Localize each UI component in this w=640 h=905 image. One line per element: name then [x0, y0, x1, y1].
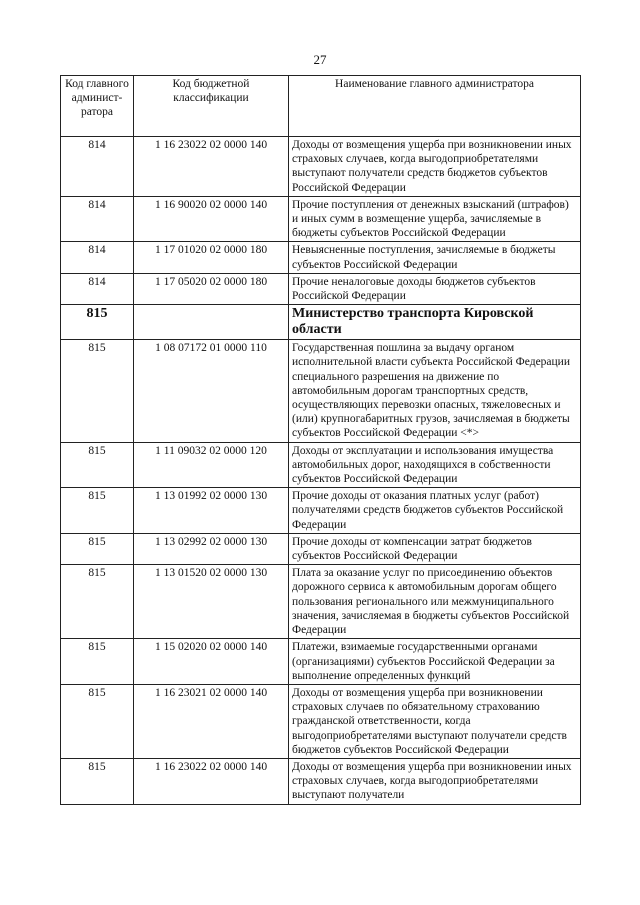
budget-code-cell: 1 08 07172 01 0000 110 — [134, 340, 289, 442]
revenue-name-cell: Плата за оказание услуг по присоединению объектов дорожного сервиса к автомобильным дорогам общего пользования регионального или межмуниципального значения, зачисляемая в бюджеты субъектов Российской Федерации — [289, 565, 581, 639]
admin-code-cell: 814 — [61, 273, 134, 304]
revenue-name-cell: Платежи, взимаемые государственными органами (организациями) субъектов Российской Федерации за выполнение определенных функций — [289, 639, 581, 685]
revenue-name-cell: Государственная пошлина за выдачу органом исполнительной власти субъекта Российской Федерации специального разрешения на движение по автомобильным дорогам транспортных средств, осуществляющих перевозки опасных, тяжеловесных и (или) крупногабаритных грузов, зачисляемая в бюджеты субъектов Российской Федерации <*> — [289, 340, 581, 442]
admin-code-cell: 815 — [61, 442, 134, 488]
budget-code-cell: 1 13 02992 02 0000 130 — [134, 533, 289, 564]
page-number: 27 — [313, 52, 327, 67]
budget-code-cell: 1 17 05020 02 0000 180 — [134, 273, 289, 304]
column-header-kbk: Код бюджетной классификации — [134, 76, 289, 137]
table-row — [61, 137, 581, 197]
budget-code-cell: 1 13 01992 02 0000 130 — [134, 488, 289, 534]
revenue-name-cell: Доходы от возмещения ущерба при возникновении страховых случаев по обязательному страхованию гражданской ответственности, когда выгодоприобретателями выступают получатели средств бюджетов субъектов Российской Федерации — [289, 684, 581, 758]
table-row — [61, 533, 581, 564]
administrator-heading-row — [61, 305, 581, 340]
budget-code-cell: 1 16 23022 02 0000 140 — [134, 758, 289, 804]
admin-code-cell: 815 — [61, 565, 134, 639]
column-header-code: Код главного админист-ратора — [61, 76, 134, 137]
budget-code-cell: 1 16 23021 02 0000 140 — [134, 684, 289, 758]
table-row — [61, 684, 581, 758]
budget-code-cell: 1 13 01520 02 0000 130 — [134, 565, 289, 639]
admin-code-cell: 815 — [61, 340, 134, 442]
budget-code-cell: 1 16 23022 02 0000 140 — [134, 137, 289, 197]
revenue-name-cell: Прочие доходы от оказания платных услуг (работ) получателями средств бюджетов субъектов Российской Федерации — [289, 488, 581, 534]
admin-code-cell: 815 — [61, 305, 134, 340]
revenue-name-cell: Доходы от возмещения ущерба при возникновении иных страховых случаев, когда выгодоприобретателями выступают получатели — [289, 758, 581, 804]
admin-code-cell: 815 — [61, 758, 134, 804]
budget-code-cell: 1 15 02020 02 0000 140 — [134, 639, 289, 685]
table-row — [61, 565, 581, 639]
admin-code-cell: 814 — [61, 196, 134, 242]
admin-code-cell: 815 — [61, 533, 134, 564]
column-header-name: Наименование главного администратора — [289, 76, 581, 137]
admin-code-cell: 814 — [61, 242, 134, 273]
admin-code-cell: 814 — [61, 137, 134, 197]
budget-code-cell — [134, 305, 289, 340]
table-row — [61, 340, 581, 442]
revenue-name-cell: Министерство транспорта Кировской области — [289, 305, 581, 340]
table-row — [61, 242, 581, 273]
table-row — [61, 758, 581, 804]
revenue-name-cell: Прочие поступления от денежных взысканий (штрафов) и иных сумм в возмещение ущерба, зачисляемые в бюджеты субъектов Российской Федерации — [289, 196, 581, 242]
admin-code-cell: 815 — [61, 684, 134, 758]
table-row — [61, 273, 581, 304]
table-row — [61, 442, 581, 488]
table-row — [61, 639, 581, 685]
revenue-name-cell: Доходы от эксплуатации и использования имущества автомобильных дорог, находящихся в собственности субъектов Российской Федерации — [289, 442, 581, 488]
revenue-name-cell: Прочие неналоговые доходы бюджетов субъектов Российской Федерации — [289, 273, 581, 304]
table-row — [61, 488, 581, 534]
table-header-row — [61, 76, 581, 137]
budget-admin-table — [60, 75, 581, 805]
table-row — [61, 196, 581, 242]
revenue-name-cell: Доходы от возмещения ущерба при возникновении иных страховых случаев, когда выгодоприобретателями выступают получатели средств бюджетов субъектов Российской Федерации — [289, 137, 581, 197]
budget-code-cell: 1 17 01020 02 0000 180 — [134, 242, 289, 273]
admin-code-cell: 815 — [61, 639, 134, 685]
budget-code-cell: 1 11 09032 02 0000 120 — [134, 442, 289, 488]
budget-code-cell: 1 16 90020 02 0000 140 — [134, 196, 289, 242]
revenue-name-cell: Прочие доходы от компенсации затрат бюджетов субъектов Российской Федерации — [289, 533, 581, 564]
admin-code-cell: 815 — [61, 488, 134, 534]
revenue-name-cell: Невыясненные поступления, зачисляемые в бюджеты субъектов Российской Федерации — [289, 242, 581, 273]
